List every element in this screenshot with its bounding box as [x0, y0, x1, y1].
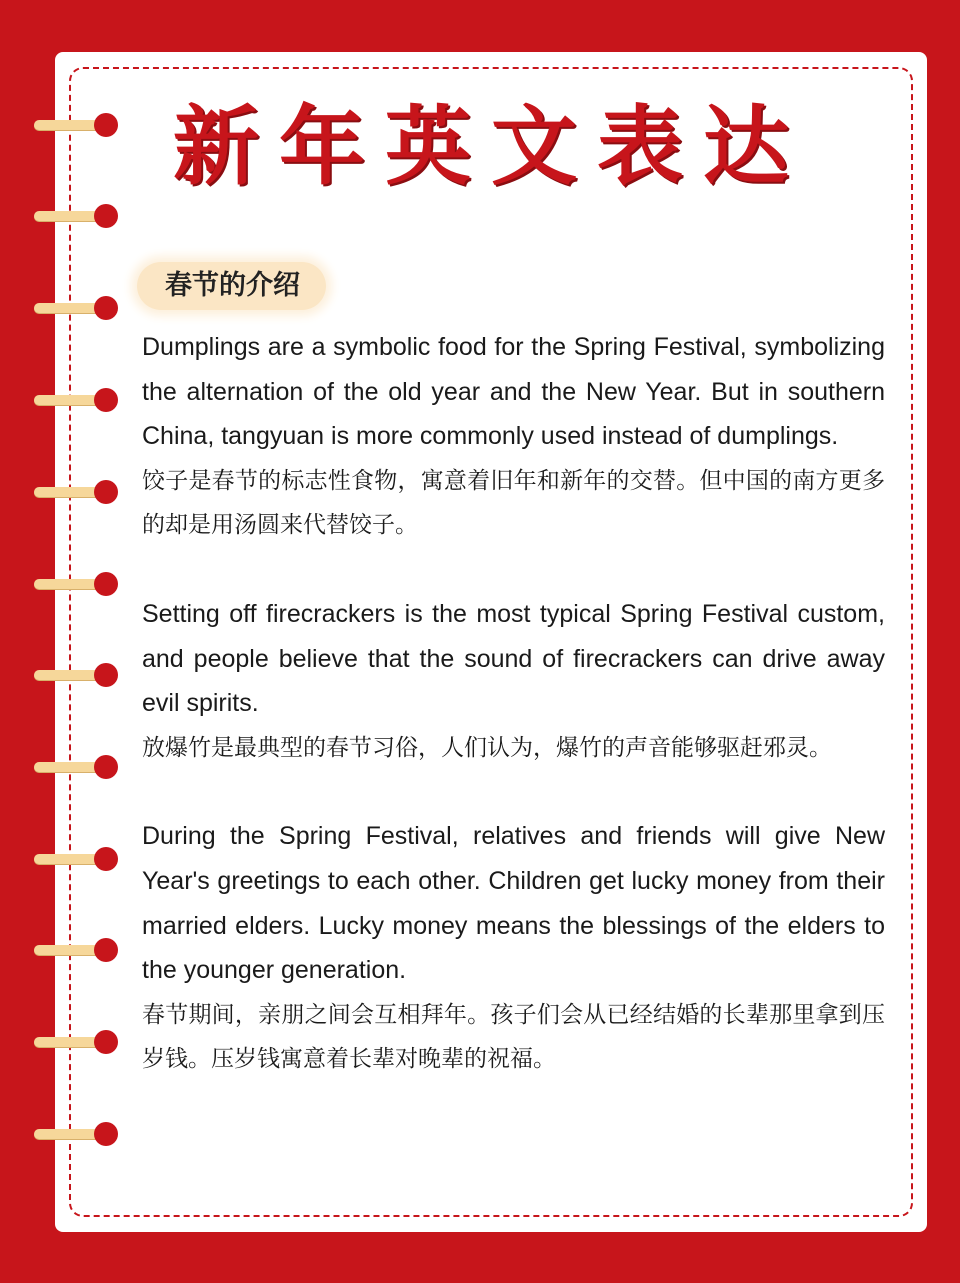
binding-ring-icon	[34, 845, 114, 873]
chinese-text: 饺子是春节的标志性食物，寓意着旧年和新年的交替。但中国的南方更多的却是用汤圆来代替饺子。	[142, 467, 885, 539]
section-label: 春节的介绍	[137, 262, 326, 310]
binding-ring-icon	[34, 386, 114, 414]
paragraph-block	[142, 592, 885, 770]
english-text: During the Spring Festival, relatives and friends will give New Year's greetings to each other. Children get lucky money from their married elders. Lucky money means the blessings of the elders to the younger generation.	[142, 822, 885, 985]
binding-ring-icon	[34, 111, 114, 139]
binding-ring-icon	[34, 570, 114, 598]
binding-ring-icon	[34, 936, 114, 964]
binding-ring-icon	[34, 202, 114, 230]
content-body	[142, 325, 885, 1126]
english-text: Dumplings are a symbolic food for the Spring Festival, symbolizing the alternation of the old year and the New Year. But in southern China, tangyuan is more commonly used instead of dumplings.	[142, 333, 885, 451]
chinese-text: 放爆竹是最典型的春节习俗，人们认为，爆竹的声音能够驱赶邪灵。	[142, 734, 832, 761]
binding-ring-icon	[34, 753, 114, 781]
binding-ring-icon	[34, 1120, 114, 1148]
page-title: 新年英文表达	[173, 97, 809, 197]
binding-ring-icon	[34, 1028, 114, 1056]
notebook-card	[55, 52, 927, 1232]
paragraph-block	[142, 325, 885, 548]
binding-ring-icon	[34, 661, 114, 689]
binding-ring-icon	[34, 294, 114, 322]
english-text: Setting off firecrackers is the most typical Spring Festival custom, and people believe that the sound of firecrackers can drive away evil spirits.	[142, 599, 885, 718]
binding-ring-icon	[34, 478, 114, 506]
paragraph-block	[142, 814, 885, 1082]
chinese-text: 春节期间，亲朋之间会互相拜年。孩子们会从已经结婚的长辈那里拿到压岁钱。压岁钱寓意着长辈对晚辈的祝福。	[142, 1001, 885, 1073]
